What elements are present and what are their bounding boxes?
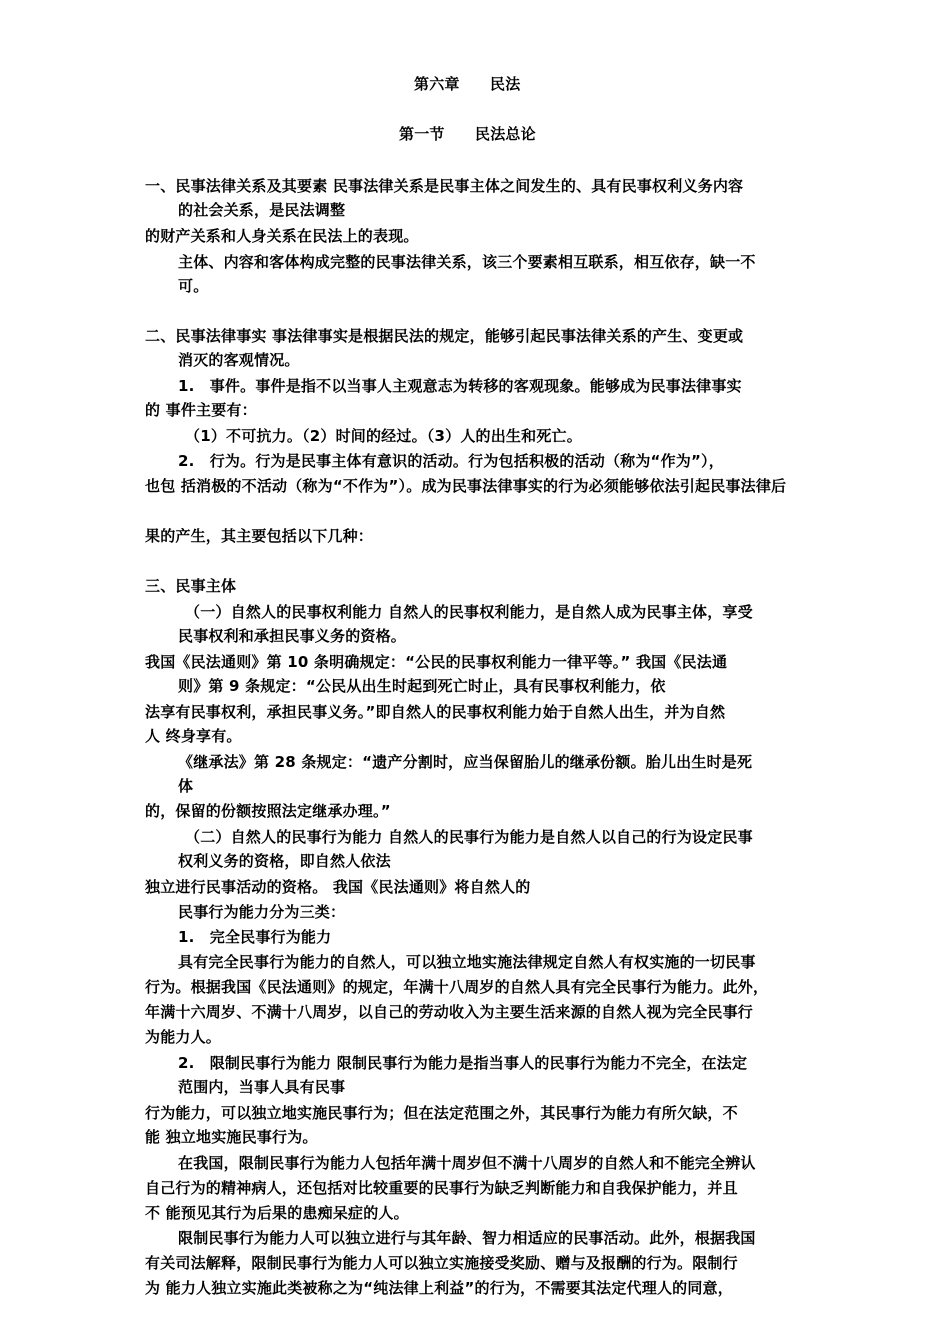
text-line: 1. 完全民事行为能力: [178, 928, 332, 946]
text-line: 《继承法》第 28 条规定：“遗产分割时，应当保留胎儿的继承份额。胎儿出生时是死: [178, 753, 753, 771]
text-line: 行为。根据我国《民法通则》的规定，年满十八周岁的自然人具有完全民事行为能力。此外，: [145, 978, 769, 996]
text-line: 可。: [178, 277, 209, 295]
text-line: 民事权利和承担民事义务的资格。: [178, 627, 407, 645]
heading-civil-legal-relation: 一、民事法律关系及其要素 民事法律关系是民事主体之间发生的、具有民事权利义务内容: [145, 177, 744, 195]
heading-civil-subject: 三、民事主体: [145, 577, 237, 595]
text-line: 的社会关系，是民法调整: [178, 201, 346, 219]
text-line: 能 独立地实施民事行为。: [145, 1128, 318, 1146]
text-line: 自己行为的精神病人，还包括对比较重要的民事行为缺乏判断能力和自我保护能力，并且: [145, 1179, 738, 1197]
text-line: 2. 行为。行为是民事主体有意识的活动。行为包括积极的活动（称为“作为”），: [178, 452, 724, 470]
text-line: 人 终身享有。: [145, 727, 242, 745]
text-line: 为能力人。: [145, 1028, 222, 1046]
text-line: 行为能力，可以独立地实施民事行为；但在法定范围之外，其民事行为能力有所欠缺，不: [145, 1104, 738, 1122]
text-line: 也包 括消极的不活动（称为“不作为”）。成为民事法律事实的行为必须能够依法引起民事法律后: [145, 477, 787, 495]
text-line: 具有完全民事行为能力的自然人，可以独立地实施法律规定自然人有权实施的一切民事: [178, 953, 756, 971]
text-line: 主体、内容和客体构成完整的民事法律关系，该三个要素相互联系，相互依存，缺一不: [178, 253, 756, 271]
section-title: 第一节 民法总论: [399, 125, 536, 143]
chapter-title: 第六章 民法: [414, 75, 521, 93]
text-line: 消灭的客观情况。: [178, 351, 300, 369]
heading-civil-legal-fact: 二、民事法律事实 事法律事实是根据民法的规定，能够引起民事法律关系的产生、变更或: [145, 327, 744, 345]
text-line: 限制民事行为能力人可以独立进行与其年龄、智力相适应的民事活动。此外，根据我国: [178, 1229, 756, 1247]
text-line: 我国《民法通则》第 10 条明确规定：“公民的民事权利能力一律平等。” 我国《民法通: [145, 653, 728, 671]
text-line: 法享有民事权利，承担民事义务。”即自然人的民事权利能力始于自然人出生，并为自然: [145, 703, 726, 721]
text-line: （二）自然人的民事行为能力 自然人的民事行为能力是自然人以自己的行为设定民事: [185, 828, 753, 846]
text-line: 在我国，限制民事行为能力人包括年满十周岁但不满十八周岁的自然人和不能完全辨认: [178, 1154, 756, 1172]
text-line: 范围内，当事人具有民事: [178, 1078, 346, 1096]
text-line: 民事行为能力分为三类：: [178, 903, 346, 921]
text-line: 体: [178, 777, 194, 795]
text-line: 的财产关系和人身关系在民法上的表现。: [145, 227, 419, 245]
text-line: 权利义务的资格，即自然人依法: [178, 852, 391, 870]
text-line: （1）不可抗力。（2）时间的经过。（3）人的出生和死亡。: [185, 427, 582, 445]
text-line: 独立进行民事活动的资格。 我国《民法通则》将自然人的: [145, 878, 531, 896]
text-line: 1. 事件。事件是指不以当事人主观意志为转移的客观现象。能够成为民事法律事实: [178, 377, 742, 395]
text-line: 有关司法解释，限制民事行为能力人可以独立实施接受奖励、赠与及报酬的行为。限制行: [145, 1254, 738, 1272]
text-line: 的，保留的份额按照法定继承办理。”: [145, 802, 391, 820]
text-line: 2. 限制民事行为能力 限制民事行为能力是指当事人的民事行为能力不完全，在法定: [178, 1054, 748, 1072]
text-line: （一）自然人的民事权利能力 自然人的民事权利能力，是自然人成为民事主体，享受: [185, 603, 753, 621]
text-line: 果的产生，其主要包括以下几种：: [145, 527, 374, 545]
text-line: 为 能力人独立实施此类被称之为“纯法律上利益”的行为，不需要其法定代理人的同意，: [145, 1279, 733, 1297]
text-line: 年满十六周岁、不满十八周岁，以自己的劳动收入为主要生活来源的自然人视为完全民事行: [145, 1003, 754, 1021]
text-line: 不 能预见其行为后果的患痴呆症的人。: [145, 1204, 409, 1222]
text-line: 的 事件主要有：: [145, 401, 257, 419]
text-line: 则》第 9 条规定：“公民从出生时起到死亡时止，具有民事权利能力，依: [178, 677, 666, 695]
